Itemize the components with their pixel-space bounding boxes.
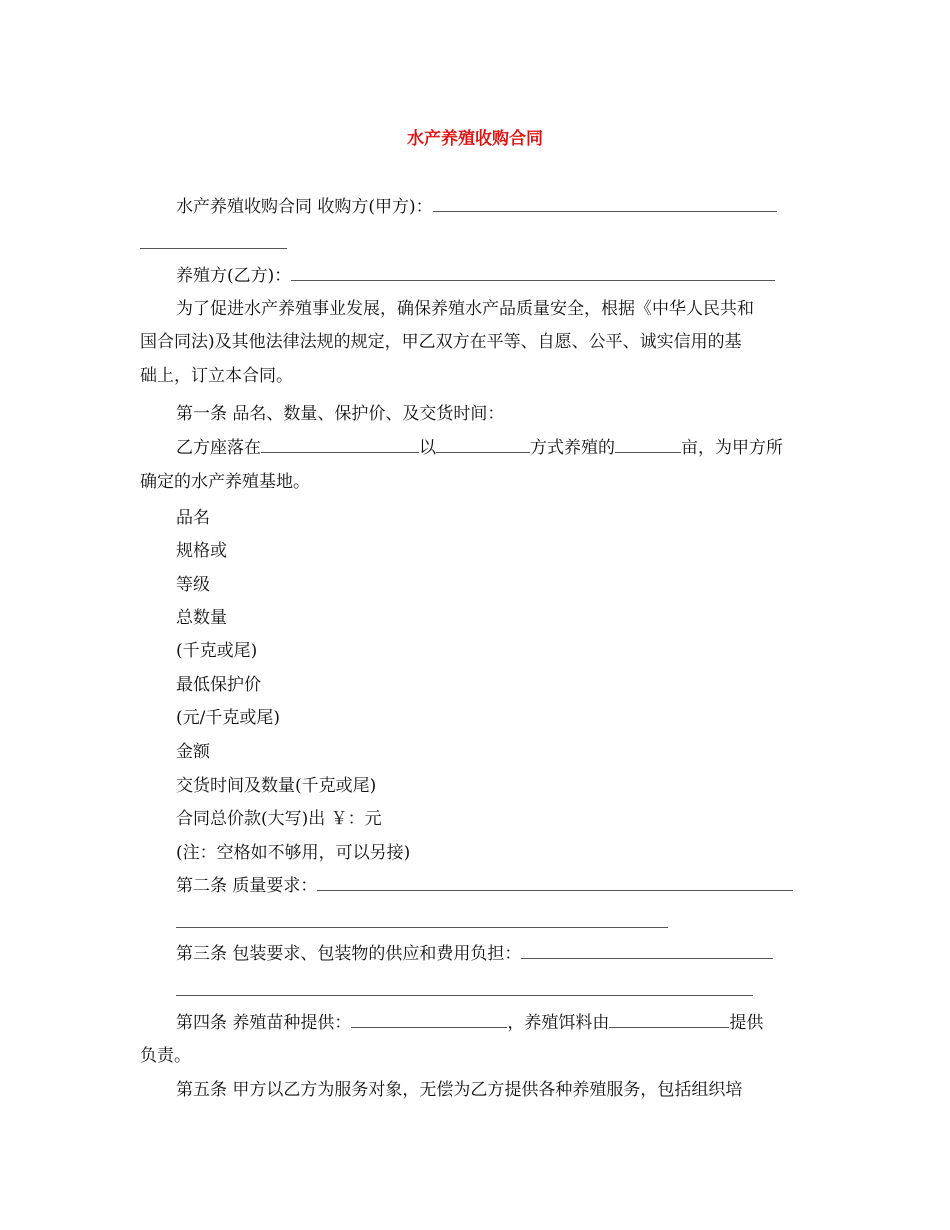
preamble-line-3: 础上，订立本合同。	[140, 366, 293, 386]
location-line-2: 确定的水产养殖基地。	[140, 472, 310, 492]
preamble-line-2: 国合同法)及其他法律法规的规定，甲乙双方在平等、自愿、公平、诚实信用的基	[140, 332, 742, 352]
article-2-line	[176, 876, 793, 896]
packaging-blank-continued	[176, 995, 753, 996]
purchaser-line	[176, 197, 777, 217]
location-label-c: 方式养殖的	[530, 438, 615, 458]
article-4-line-2: 负责。	[140, 1046, 191, 1066]
table-item-quantity-unit: (千克或尾)	[176, 641, 258, 661]
article-5-line: 第五条 甲方以乙方为服务对象，无偿为乙方提供各种养殖服务，包括组织培	[176, 1080, 743, 1100]
location-line	[176, 438, 783, 458]
article-3-label: 第三条 包装要求、包装物的供应和费用负担：	[176, 944, 522, 964]
article-4-line	[176, 1013, 763, 1033]
location-label-a: 乙方座落在	[176, 438, 261, 458]
location-label-b: 以	[419, 438, 436, 458]
area-blank	[615, 438, 681, 453]
table-item-grade: 等级	[176, 575, 210, 595]
table-item-spec: 规格或	[176, 541, 227, 561]
preamble-line-1: 为了促进水产养殖事业发展，确保养殖水产品质量安全，根据《中华人民共和	[176, 299, 754, 319]
purchaser-blank-continued	[140, 248, 287, 249]
table-item-total: 合同总价款(大写)出 ￥：元	[176, 809, 382, 829]
table-item-min-price: 最低保护价	[176, 675, 261, 695]
purchaser-label: 水产养殖收购合同 收购方(甲方)：	[176, 197, 433, 217]
article-3-line	[176, 944, 773, 964]
table-note: (注：空格如不够用，可以另接)	[176, 843, 411, 863]
table-item-price-unit: (元/千克或尾)	[176, 708, 280, 728]
packaging-blank	[521, 944, 773, 959]
breeder-label: 养殖方(乙方)：	[176, 266, 292, 286]
article-2-label: 第二条 质量要求：	[176, 876, 318, 896]
article-4-feed-label: ，养殖饵料由	[507, 1013, 610, 1033]
location-blank	[261, 438, 419, 453]
table-item-name: 品名	[176, 508, 210, 528]
feed-blank	[609, 1013, 729, 1028]
breeder-blank	[291, 266, 775, 281]
breeder-line	[176, 266, 775, 286]
method-blank	[436, 438, 530, 453]
seedling-blank	[351, 1013, 507, 1028]
quality-blank-continued	[176, 927, 668, 928]
table-item-amount: 金额	[176, 742, 210, 762]
location-label-d: 亩，为甲方所	[681, 438, 783, 458]
article-4-provide-label: 提供	[729, 1013, 764, 1033]
document-title: 水产养殖收购合同	[407, 129, 543, 149]
article-4-label: 第四条 养殖苗种提供：	[176, 1013, 352, 1033]
table-item-delivery: 交货时间及数量(千克或尾)	[176, 776, 377, 796]
purchaser-blank	[433, 197, 777, 212]
article-1-heading: 第一条 品名、数量、保护价、及交货时间：	[176, 404, 505, 424]
table-item-quantity: 总数量	[176, 608, 227, 628]
quality-blank	[317, 876, 793, 891]
